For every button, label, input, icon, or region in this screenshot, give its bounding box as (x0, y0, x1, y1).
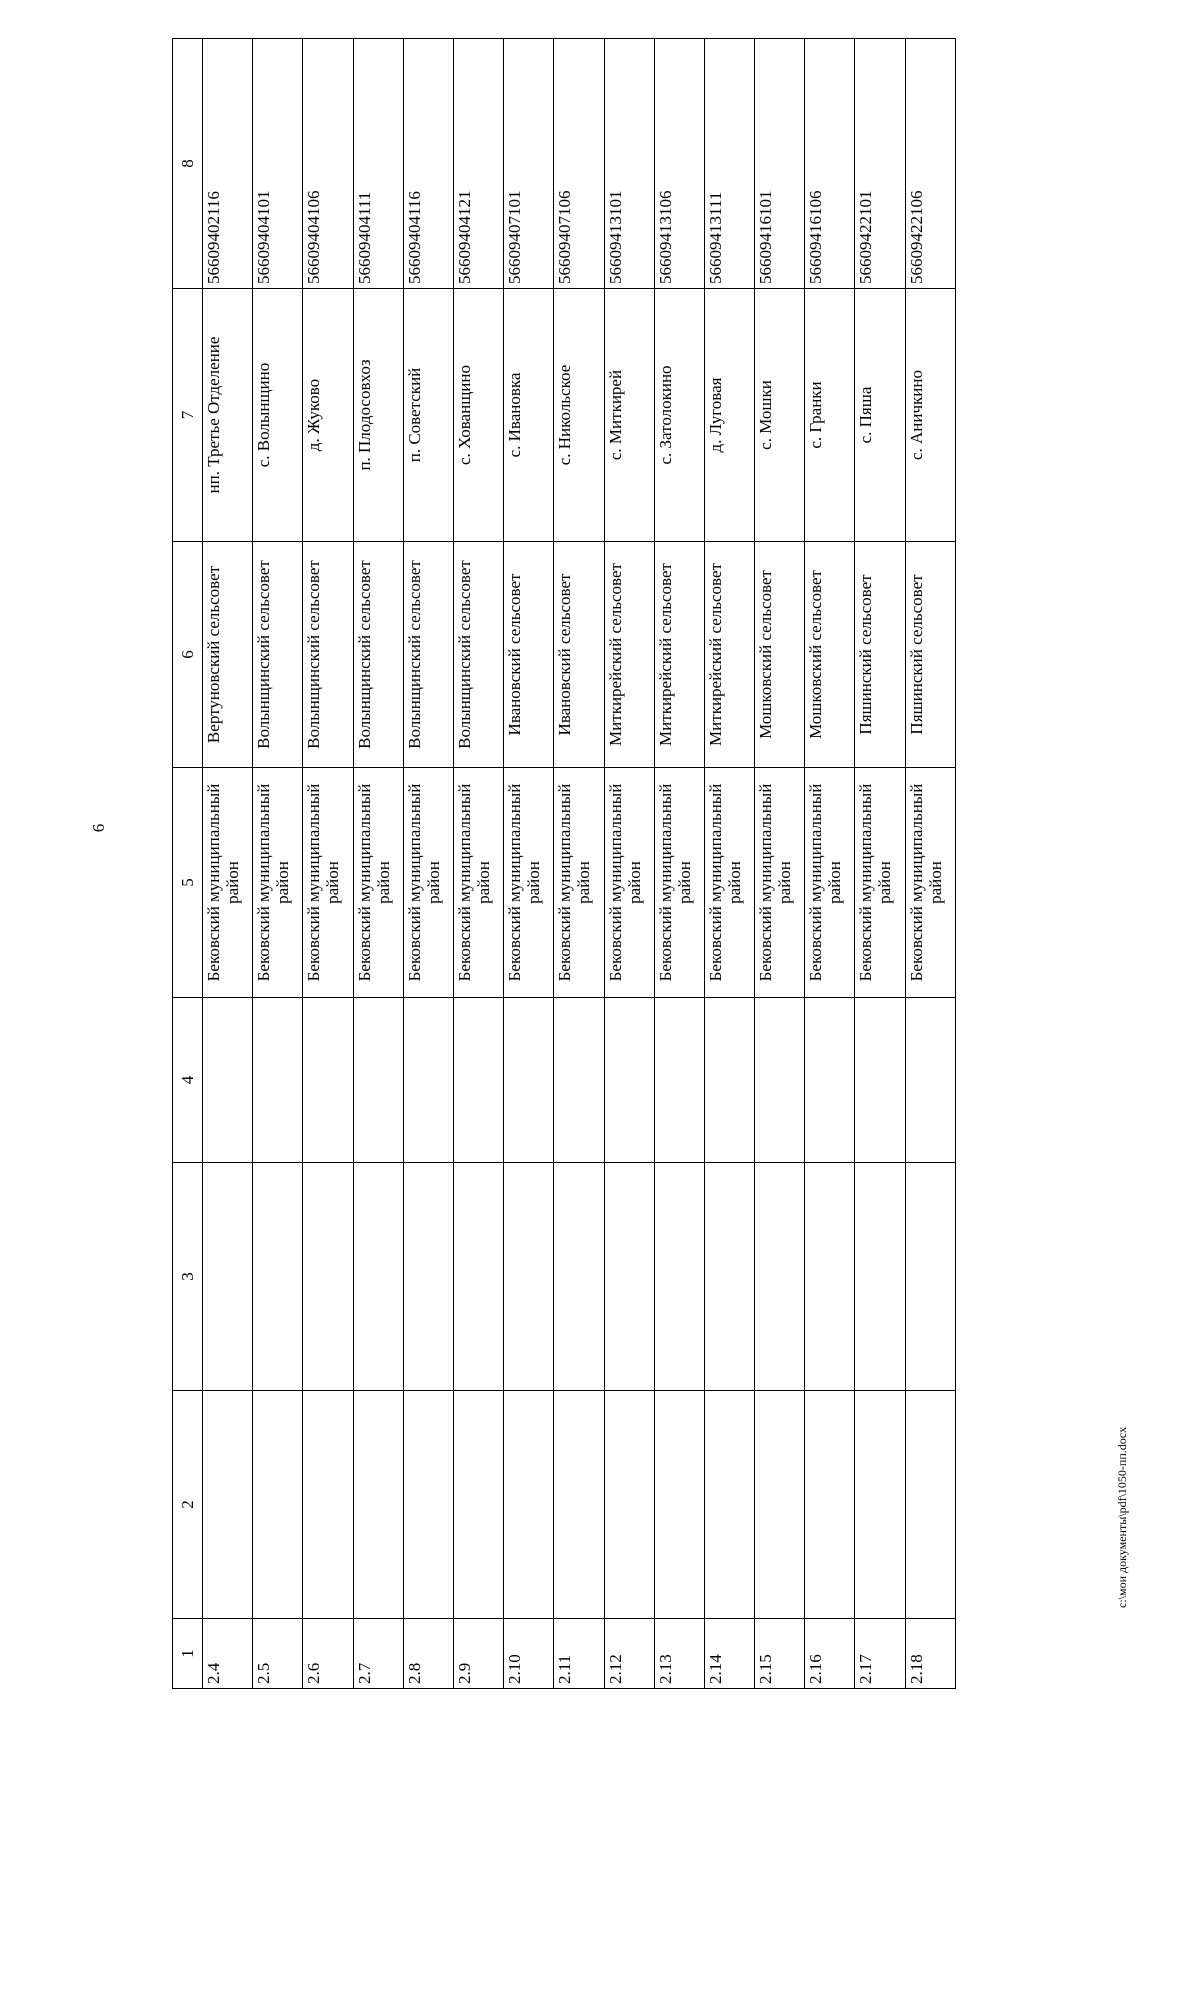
row-number-cell: 2.11 (554, 1619, 604, 1689)
settlement-cell: с. Пяша (855, 289, 905, 542)
table-row (453, 39, 503, 1689)
row-number-cell: 2.5 (253, 1619, 303, 1689)
council-cell: Пяшинский сельсовет (905, 542, 955, 768)
district-cell: Бековский муниципальный район (704, 768, 754, 998)
column-header: 7 (173, 289, 203, 542)
column-header: 8 (173, 39, 203, 289)
district-cell: Бековский муниципальный район (755, 768, 805, 998)
council-cell: Волынщинский сельсовет (253, 542, 303, 768)
row-number-cell: 2.18 (905, 1619, 955, 1689)
empty-cell (654, 1163, 704, 1391)
district-cell: Бековский муниципальный район (353, 768, 403, 998)
oktmo-code-cell: 56609422106 (905, 39, 955, 289)
empty-cell (554, 1391, 604, 1619)
empty-cell (855, 1391, 905, 1619)
row-number-cell: 2.8 (403, 1619, 453, 1689)
table-row (253, 39, 303, 1689)
table-row (755, 39, 805, 1689)
empty-cell (353, 1391, 403, 1619)
table-row (303, 39, 353, 1689)
settlement-cell: с. Гранки (805, 289, 855, 542)
empty-cell (453, 998, 503, 1163)
council-cell: Миткирейский сельсовет (654, 542, 704, 768)
district-cell: Бековский муниципальный район (453, 768, 503, 998)
registry-table-container (172, 39, 956, 1689)
settlement-cell: с. Волынщино (253, 289, 303, 542)
empty-cell (755, 1391, 805, 1619)
council-cell: Миткирейский сельсовет (704, 542, 754, 768)
empty-cell (604, 1391, 654, 1619)
page-number: 6 (89, 823, 108, 833)
table-row (855, 39, 905, 1689)
empty-cell (554, 1163, 604, 1391)
empty-cell (704, 998, 754, 1163)
district-cell: Бековский муниципальный район (253, 768, 303, 998)
empty-cell (805, 1163, 855, 1391)
oktmo-code-cell: 56609402116 (203, 39, 253, 289)
settlement-cell: п. Советский (403, 289, 453, 542)
settlement-cell: с. Ивановка (504, 289, 554, 542)
oktmo-code-cell: 56609422101 (855, 39, 905, 289)
oktmo-code-cell: 56609413101 (604, 39, 654, 289)
council-cell: Волынщинский сельсовет (403, 542, 453, 768)
oktmo-code-cell: 56609404121 (453, 39, 503, 289)
empty-cell (504, 998, 554, 1163)
council-cell: Мошковский сельсовет (805, 542, 855, 768)
row-number-cell: 2.17 (855, 1619, 905, 1689)
district-cell: Бековский муниципальный район (203, 768, 253, 998)
empty-cell (453, 1163, 503, 1391)
empty-cell (353, 998, 403, 1163)
empty-cell (704, 1391, 754, 1619)
council-cell: Мошковский сельсовет (755, 542, 805, 768)
column-header: 2 (173, 1391, 203, 1619)
oktmo-code-cell: 56609404106 (303, 39, 353, 289)
empty-cell (755, 998, 805, 1163)
council-cell: Ивановский сельсовет (504, 542, 554, 768)
table-body (203, 39, 956, 1689)
empty-cell (203, 1391, 253, 1619)
empty-cell (403, 998, 453, 1163)
table-row (604, 39, 654, 1689)
table-row (654, 39, 704, 1689)
empty-cell (303, 998, 353, 1163)
empty-cell (253, 998, 303, 1163)
oktmo-code-cell: 56609413106 (654, 39, 704, 289)
row-number-cell: 2.16 (805, 1619, 855, 1689)
row-number-cell: 2.13 (654, 1619, 704, 1689)
oktmo-code-cell: 56609413111 (704, 39, 754, 289)
oktmo-code-cell: 56609407101 (504, 39, 554, 289)
table-row (203, 39, 253, 1689)
row-number-cell: 2.14 (704, 1619, 754, 1689)
oktmo-code-cell: 56609404101 (253, 39, 303, 289)
settlement-cell: с. Мошки (755, 289, 805, 542)
table-row (704, 39, 754, 1689)
empty-cell (203, 998, 253, 1163)
row-number-cell: 2.10 (504, 1619, 554, 1689)
settlement-cell: нп. Третье Отделение (203, 289, 253, 542)
settlement-cell: с. Никольское (554, 289, 604, 542)
empty-cell (805, 998, 855, 1163)
empty-cell (504, 1163, 554, 1391)
empty-cell (604, 1163, 654, 1391)
empty-cell (755, 1163, 805, 1391)
settlement-cell: с. Аничкино (905, 289, 955, 542)
oktmo-code-cell: 56609404111 (353, 39, 403, 289)
column-header: 5 (173, 768, 203, 998)
settlement-cell: с. Затолокино (654, 289, 704, 542)
row-number-cell: 2.4 (203, 1619, 253, 1689)
table-row (805, 39, 855, 1689)
empty-cell (905, 1163, 955, 1391)
empty-cell (203, 1163, 253, 1391)
table-row (403, 39, 453, 1689)
header-row (173, 39, 203, 1689)
file-path-text: c:\мои документы\pdf\1050-пп.docx (1115, 1426, 1129, 1608)
empty-cell (654, 998, 704, 1163)
column-header: 3 (173, 1163, 203, 1391)
row-number-cell: 2.12 (604, 1619, 654, 1689)
table-row (504, 39, 554, 1689)
row-number-cell: 2.6 (303, 1619, 353, 1689)
empty-cell (504, 1391, 554, 1619)
empty-cell (704, 1163, 754, 1391)
empty-cell (253, 1391, 303, 1619)
empty-cell (905, 1391, 955, 1619)
empty-cell (353, 1163, 403, 1391)
empty-cell (453, 1391, 503, 1619)
table-row (554, 39, 604, 1689)
column-header: 6 (173, 542, 203, 768)
district-cell: Бековский муниципальный район (554, 768, 604, 998)
council-cell: Миткирейский сельсовет (604, 542, 654, 768)
registry-table (172, 38, 956, 1689)
district-cell: Бековский муниципальный район (905, 768, 955, 998)
empty-cell (654, 1391, 704, 1619)
council-cell: Волынщинский сельсовет (303, 542, 353, 768)
empty-cell (303, 1391, 353, 1619)
oktmo-code-cell: 56609416101 (755, 39, 805, 289)
empty-cell (855, 998, 905, 1163)
table-row (905, 39, 955, 1689)
empty-cell (303, 1163, 353, 1391)
table-row (353, 39, 403, 1689)
council-cell: Вертуновский сельсовет (203, 542, 253, 768)
row-number-cell: 2.9 (453, 1619, 503, 1689)
oktmo-code-cell: 56609407106 (554, 39, 604, 289)
document-footer (1114, 1426, 1130, 2008)
settlement-cell: с. Миткирей (604, 289, 654, 542)
settlement-cell: с. Хованщино (453, 289, 503, 542)
council-cell: Пяшинский сельсовет (855, 542, 905, 768)
empty-cell (253, 1163, 303, 1391)
empty-cell (403, 1391, 453, 1619)
council-cell: Ивановский сельсовет (554, 542, 604, 768)
district-cell: Бековский муниципальный район (303, 768, 353, 998)
district-cell: Бековский муниципальный район (504, 768, 554, 998)
settlement-cell: д. Жуково (303, 289, 353, 542)
oktmo-code-cell: 56609416106 (805, 39, 855, 289)
council-cell: Волынщинский сельсовет (353, 542, 403, 768)
settlement-cell: п. Плодосовхоз (353, 289, 403, 542)
row-number-cell: 2.15 (755, 1619, 805, 1689)
district-cell: Бековский муниципальный район (604, 768, 654, 998)
column-header: 4 (173, 998, 203, 1163)
district-cell: Бековский муниципальный район (654, 768, 704, 998)
district-cell: Бековский муниципальный район (805, 768, 855, 998)
empty-cell (805, 1391, 855, 1619)
empty-cell (554, 998, 604, 1163)
district-cell: Бековский муниципальный район (403, 768, 453, 998)
council-cell: Волынщинский сельсовет (453, 542, 503, 768)
row-number-cell: 2.7 (353, 1619, 403, 1689)
settlement-cell: д. Луговая (704, 289, 754, 542)
empty-cell (604, 998, 654, 1163)
column-header: 1 (173, 1619, 203, 1689)
oktmo-code-cell: 56609404116 (403, 39, 453, 289)
empty-cell (855, 1163, 905, 1391)
empty-cell (905, 998, 955, 1163)
empty-cell (403, 1163, 453, 1391)
district-cell: Бековский муниципальный район (855, 768, 905, 998)
